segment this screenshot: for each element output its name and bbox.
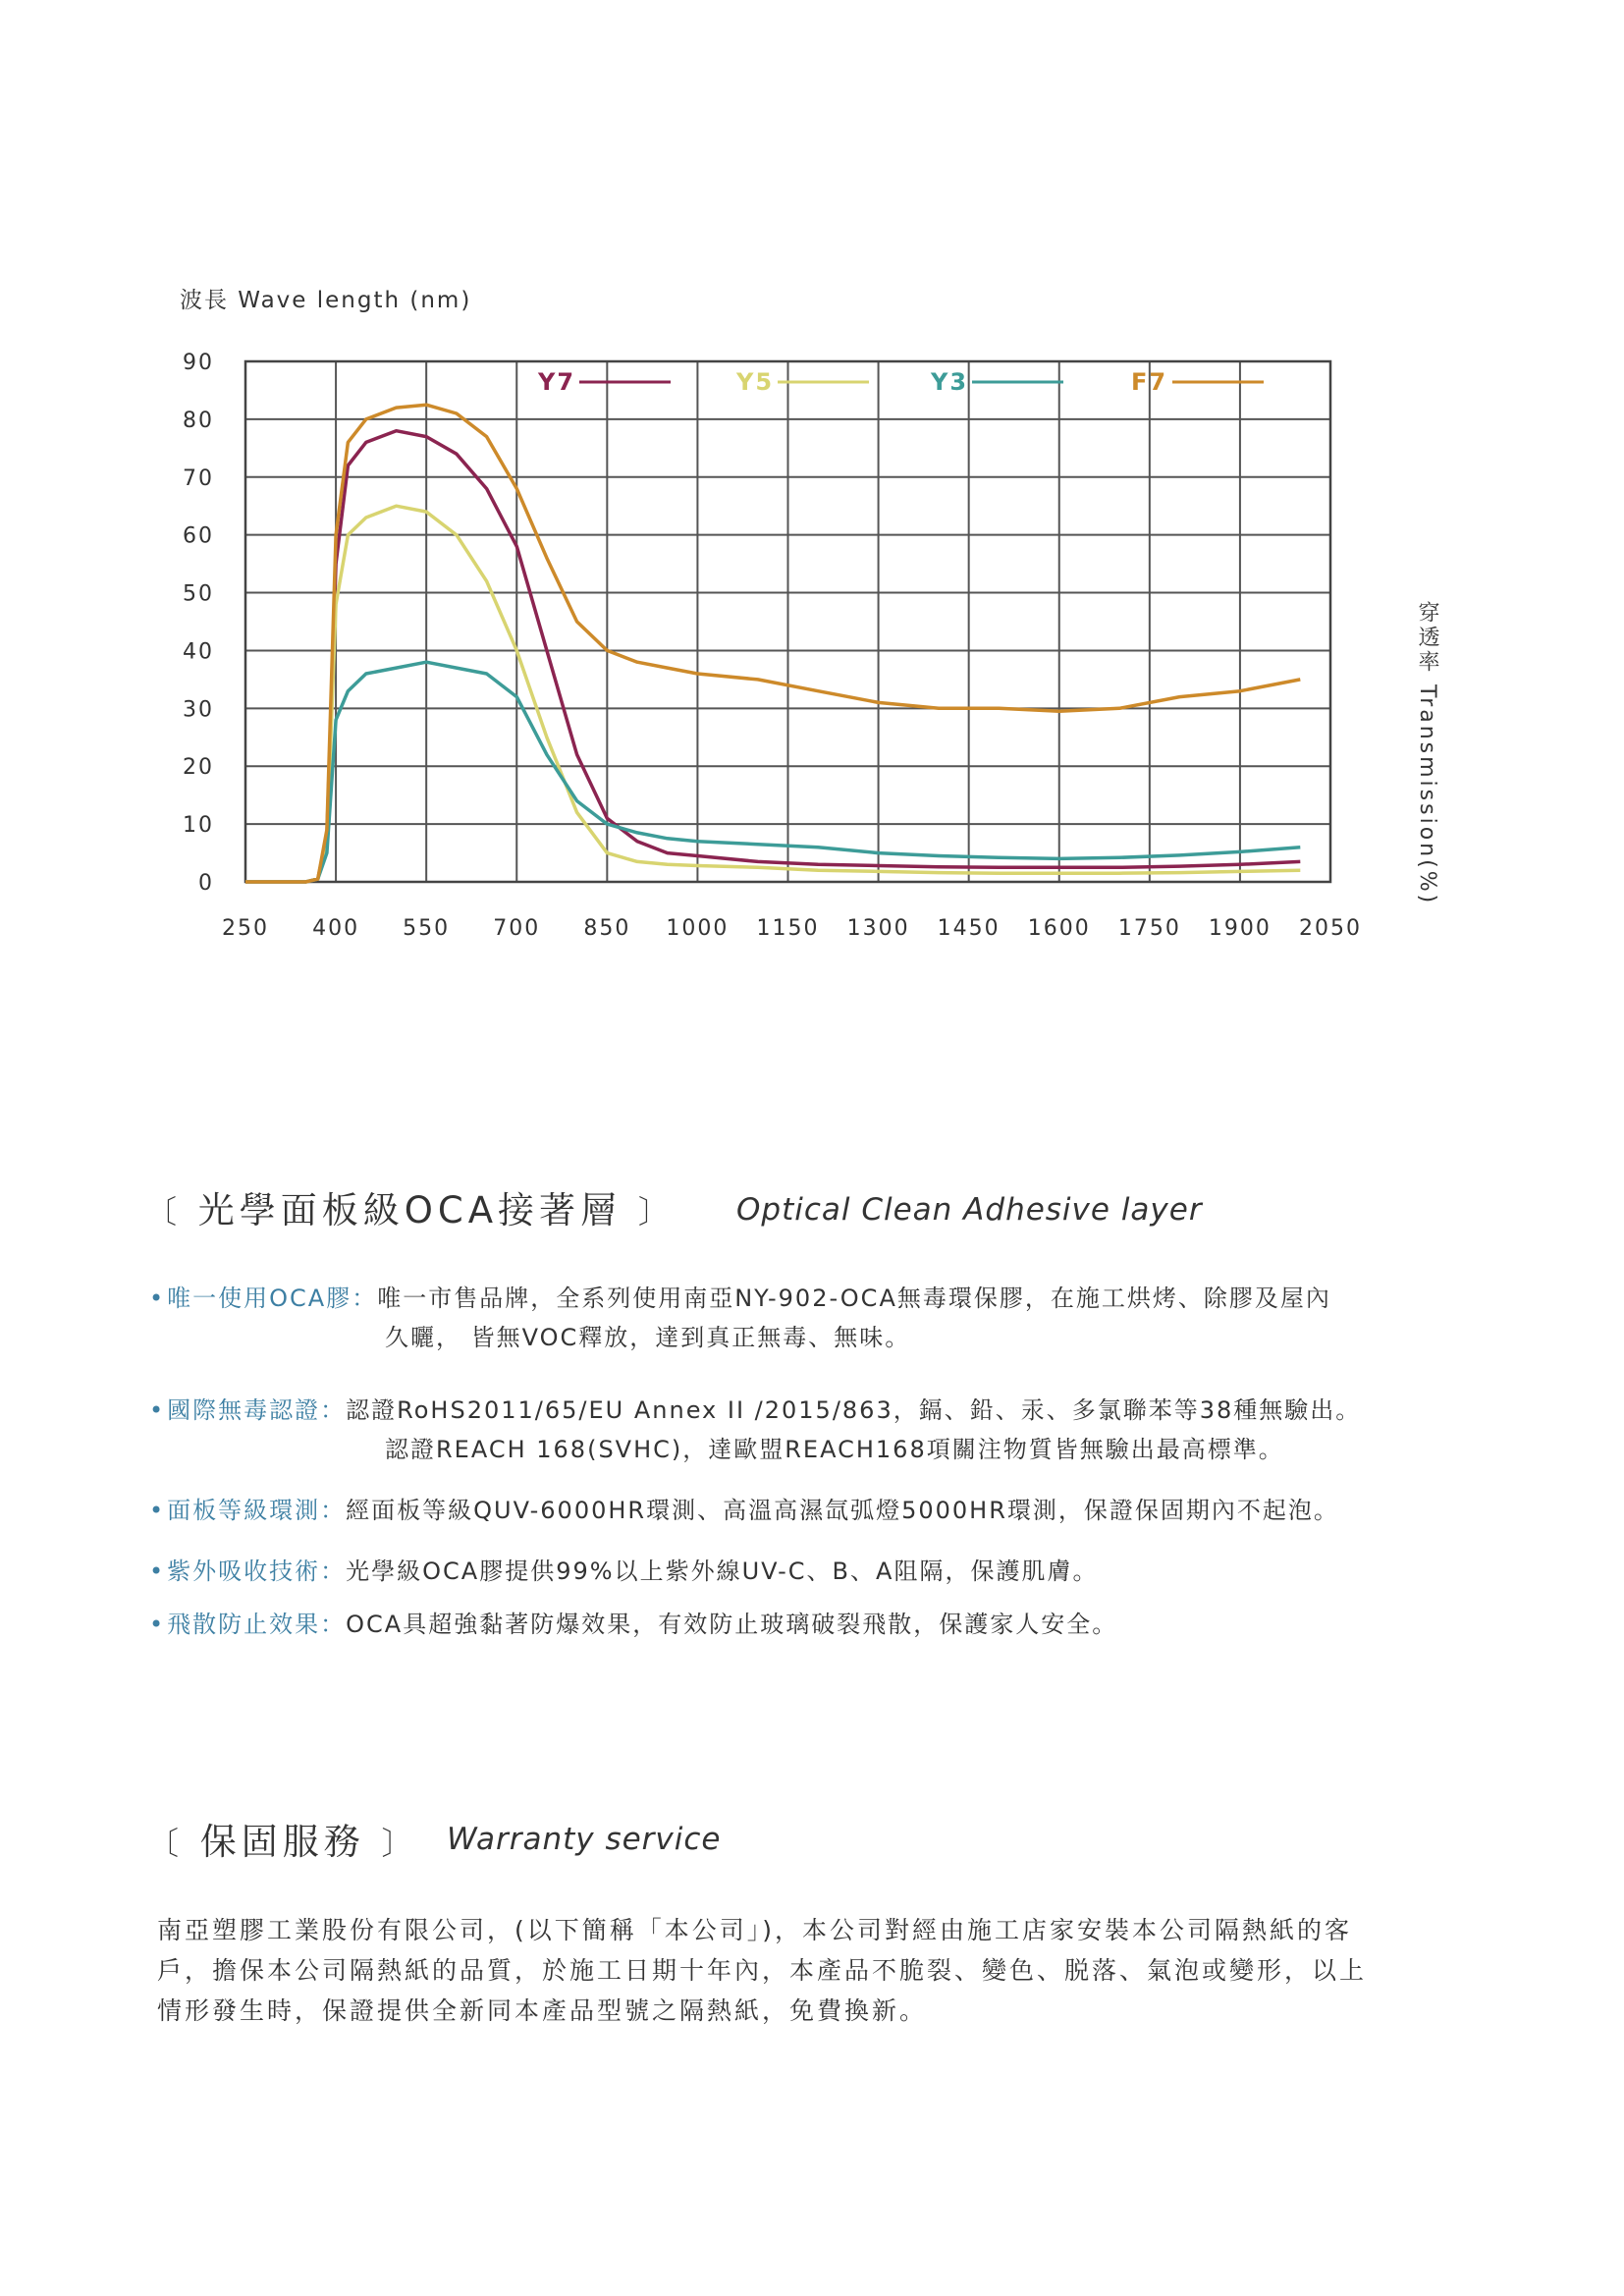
series-line-y5: [245, 506, 1300, 882]
y-tick-label: 40: [183, 639, 214, 665]
series-line-y3: [245, 662, 1300, 882]
feature-item: [149, 1491, 1339, 1530]
bracket-close: 〕: [381, 1825, 418, 1862]
bracket-open: 〔: [147, 1825, 185, 1862]
y-tick-label: 20: [183, 755, 214, 781]
feature-label: 面板等級環測：: [167, 1497, 347, 1524]
bullet-icon: •: [149, 1611, 166, 1638]
feature-item: [149, 1279, 1331, 1357]
y-tick-label: 60: [183, 523, 214, 549]
y-tick-label: 0: [198, 871, 214, 896]
x-tick-label: 550: [403, 916, 451, 941]
x-tick-label: 400: [312, 916, 360, 941]
bullet-icon: •: [149, 1497, 166, 1524]
feature-label: 紫外吸收技術：: [167, 1558, 347, 1585]
feature-text: 認證RoHS2011/65/EU Annex II /2015/863，鎘、鉛、汞、多氯聯苯等38種無驗出。: [346, 1396, 1362, 1424]
x-tick-label: 1450: [937, 916, 1001, 941]
y-tick-label: 10: [183, 813, 214, 839]
series-line-y7: [245, 431, 1300, 882]
chart-title: 波長 Wave length (nm): [180, 288, 472, 313]
x-tick-label: 2050: [1299, 916, 1362, 941]
y-tick-label: 30: [183, 697, 214, 723]
y-tick-label: 80: [183, 408, 214, 433]
warranty-line: 戶，擔保本公司隔熱紙的品質，於施工日期十年內，本產品不脆裂、變色、脱落、氣泡或變形，以上: [157, 1956, 1368, 1985]
bracket-close: 〕: [637, 1193, 675, 1230]
feature-text: 經面板等級QUV-6000HR環測、高溫高濕氙弧燈5000HR環測，保證保固期內不起泡。: [346, 1497, 1339, 1524]
bracket-open: 〔: [145, 1193, 183, 1230]
feature-text: OCA具超強黏著防爆效果，有效防止玻璃破裂飛散，保護家人安全。: [346, 1611, 1118, 1638]
bullet-icon: •: [149, 1285, 166, 1312]
legend-label-y3: Y3: [931, 368, 969, 396]
transmission-chart: [0, 0, 1624, 962]
x-tick-label: 250: [222, 916, 269, 941]
x-tick-label: 1000: [666, 916, 730, 941]
bullet-icon: •: [149, 1558, 166, 1585]
feature-text: 光學級OCA膠提供99%以上紫外線UV-C、B、A阻隔，保護肌膚。: [346, 1558, 1099, 1585]
feature-item: [149, 1552, 1098, 1591]
legend-label-y7: Y7: [538, 368, 576, 396]
x-tick-label: 700: [493, 916, 541, 941]
x-tick-label: 850: [583, 916, 631, 941]
y-tick-label: 50: [183, 581, 214, 607]
y-tick-label: 70: [183, 465, 214, 491]
warranty-line: 情形發生時，保證提供全新同本產品型號之隔熱紙，免費換新。: [157, 1996, 928, 2025]
feature-label: 國際無毒認證：: [167, 1396, 347, 1424]
feature-text: 認證REACH 168(SVHC)，達歐盟REACH168項關注物質皆無驗出最高標準。: [385, 1436, 1284, 1463]
legend-label-y5: Y5: [736, 368, 775, 396]
feature-label: 飛散防止效果：: [167, 1611, 347, 1638]
oca-section-title: [145, 1180, 675, 1233]
warranty-line: 南亞塑膠工業股份有限公司，(以下簡稱「本公司」)，本公司對經由施工店家安裝本公司隔熱紙的客: [157, 1916, 1353, 1944]
bullet-icon: •: [149, 1396, 166, 1424]
warranty-body: [157, 1910, 1434, 2031]
oca-title-cn: 光學面板級OCA接著層: [197, 1189, 623, 1231]
warranty-section-title: [147, 1812, 418, 1865]
x-tick-label: 1600: [1027, 916, 1091, 941]
feature-item: [149, 1605, 1117, 1644]
x-tick-label: 1150: [756, 916, 820, 941]
feature-item: [149, 1391, 1361, 1469]
x-tick-label: 1300: [846, 916, 910, 941]
y-tick-label: 90: [183, 351, 214, 375]
warranty-title-en: Warranty service: [447, 1822, 722, 1857]
chart-y-axis-label: 穿透率 Transmission(%): [1415, 601, 1439, 906]
legend-label-f7: F7: [1131, 368, 1168, 396]
x-tick-label: 1750: [1117, 916, 1181, 941]
feature-label: 唯一使用OCA膠：: [167, 1285, 378, 1312]
x-tick-label: 1900: [1208, 916, 1272, 941]
oca-title-en: Optical Clean Adhesive layer: [736, 1192, 1203, 1228]
feature-text: 唯一市售品牌，全系列使用南亞NY-902-OCA無毒環保膠，在施工烘烤、除膠及屋內: [377, 1285, 1331, 1312]
feature-text: 久曬， 皆無VOC釋放，達到真正無毒、無味。: [385, 1324, 911, 1351]
warranty-title-cn: 保固服務: [199, 1821, 365, 1863]
